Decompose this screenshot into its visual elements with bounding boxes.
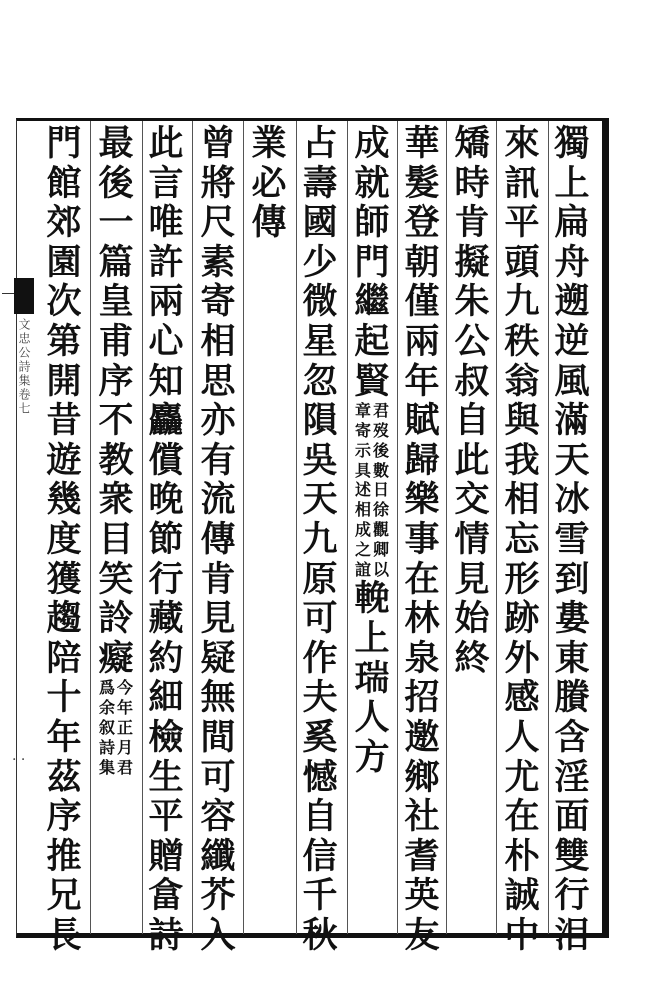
glyph: 素	[200, 241, 236, 283]
glyph: 衆	[98, 479, 134, 521]
column-rule	[548, 121, 549, 934]
glyph: 到	[554, 558, 590, 600]
glyph: 詅	[98, 598, 134, 640]
glyph: 麤	[148, 400, 184, 442]
glyph: 許	[148, 241, 184, 283]
glyph: 相	[504, 479, 540, 521]
glyph: 昔	[46, 400, 82, 442]
glyph: 兩	[404, 320, 440, 362]
glyph: 約	[148, 637, 184, 679]
glyph: 占	[302, 123, 338, 164]
glyph: 十	[46, 677, 82, 719]
glyph: 終	[454, 637, 490, 679]
text-column	[552, 123, 592, 956]
glyph: 贈	[148, 835, 184, 877]
glyph: 自	[302, 796, 338, 838]
glyph: 見	[200, 598, 236, 640]
column-rule	[142, 121, 143, 934]
margin-tick	[2, 293, 14, 294]
glyph: 幾	[46, 479, 82, 521]
glyph: 忽	[302, 360, 338, 402]
glyph: 行	[554, 875, 590, 917]
glyph: 肯	[200, 558, 236, 600]
glyph: 輓	[354, 578, 390, 620]
glyph: 起	[354, 320, 390, 362]
note-line: 章 寄 示 具 述 相 成 之 誼	[354, 401, 371, 579]
glyph: 婁	[554, 598, 590, 640]
text-column	[502, 123, 542, 956]
column-rule	[243, 121, 244, 934]
glyph: 公	[454, 320, 490, 362]
text-column	[249, 124, 289, 934]
glyph: 繼	[354, 281, 390, 323]
glyph: 叔	[454, 360, 490, 402]
glyph: 社	[404, 796, 440, 838]
glyph: 藏	[148, 598, 184, 640]
glyph: 序	[46, 796, 82, 838]
glyph: 雪	[554, 518, 590, 560]
glyph: 郊	[46, 202, 82, 244]
glyph: 擬	[454, 241, 490, 283]
glyph: 情	[454, 518, 490, 560]
glyph: 交	[454, 479, 490, 521]
glyph: 教	[98, 439, 134, 481]
glyph: 甫	[98, 320, 134, 362]
glyph: 目	[98, 518, 134, 560]
glyph: 九	[302, 518, 338, 560]
glyph: 泉	[404, 637, 440, 679]
glyph: 心	[148, 320, 184, 362]
glyph: 秩	[504, 320, 540, 362]
glyph: 始	[454, 598, 490, 640]
note-line: 今 年 正 月 君	[116, 678, 133, 777]
glyph: 自	[454, 400, 490, 442]
glyph: 千	[302, 875, 338, 917]
column-rule	[397, 121, 398, 934]
glyph: 舟	[554, 241, 590, 283]
glyph: 行	[148, 558, 184, 600]
glyph: 與	[504, 400, 540, 442]
glyph: 友	[404, 914, 440, 956]
glyph: 滿	[554, 400, 590, 442]
glyph: 來	[504, 123, 540, 164]
glyph: 感	[504, 677, 540, 719]
glyph: 次	[46, 281, 82, 323]
glyph: 隕	[302, 400, 338, 442]
glyph: 此	[148, 123, 184, 164]
glyph: 賦	[404, 400, 440, 442]
glyph: 吳	[302, 439, 338, 481]
glyph: 就	[354, 162, 390, 204]
glyph: 流	[200, 479, 236, 521]
glyph: 纖	[200, 835, 236, 877]
text-column	[146, 123, 186, 956]
glyph: 瑞	[354, 657, 390, 699]
glyph: 將	[200, 162, 236, 204]
text-column	[96, 124, 136, 934]
glyph: 忘	[504, 518, 540, 560]
glyph: 尺	[200, 202, 236, 244]
glyph: 耆	[404, 835, 440, 877]
column-rule	[296, 121, 297, 934]
glyph: 園	[46, 241, 82, 283]
glyph: 業	[251, 123, 287, 164]
glyph: 在	[404, 558, 440, 600]
glyph: 相	[200, 320, 236, 362]
glyph: 微	[302, 281, 338, 323]
glyph: 平	[504, 202, 540, 244]
glyph: 奚	[302, 716, 338, 758]
glyph: 知	[148, 360, 184, 402]
glyph: 在	[504, 796, 540, 838]
glyph: 無	[200, 677, 236, 719]
glyph: 傳	[251, 202, 287, 244]
glyph: 晚	[148, 479, 184, 521]
glyph: 師	[354, 202, 390, 244]
glyph: 序	[98, 360, 134, 402]
glyph: 面	[554, 796, 590, 838]
glyph: 僅	[404, 281, 440, 323]
glyph: 信	[302, 835, 338, 877]
glyph: 華	[404, 123, 440, 164]
glyph: 可	[200, 756, 236, 798]
column-rule	[496, 121, 497, 934]
glyph: 英	[404, 875, 440, 917]
glyph: 登	[404, 202, 440, 244]
glyph: 生	[148, 756, 184, 798]
glyph: 訊	[504, 162, 540, 204]
glyph: 有	[200, 439, 236, 481]
glyph: 茲	[46, 756, 82, 798]
glyph: 芥	[200, 875, 236, 917]
column-rule	[90, 121, 91, 934]
glyph: 長	[46, 914, 82, 956]
glyph: 遡	[554, 281, 590, 323]
glyph: 門	[46, 123, 82, 164]
glyph: 肯	[454, 202, 490, 244]
glyph: 林	[404, 598, 440, 640]
glyph: 誠	[504, 875, 540, 917]
note-line: 君 歿 後 數 日 徐 觀 卿 以	[372, 401, 389, 579]
interlinear-note	[354, 401, 390, 579]
glyph: 平	[148, 796, 184, 838]
note-line: 爲 余 叙 詩 集	[98, 678, 115, 777]
glyph: 獲	[46, 558, 82, 600]
glyph: 開	[46, 360, 82, 402]
glyph: 國	[302, 202, 338, 244]
column-rule	[347, 121, 348, 934]
glyph: 曾	[200, 123, 236, 164]
glyph: 風	[554, 360, 590, 402]
glyph: 檢	[148, 716, 184, 758]
glyph: 亦	[200, 400, 236, 442]
glyph: 矯	[454, 123, 490, 164]
glyph: 朴	[504, 835, 540, 877]
glyph: 畣	[148, 875, 184, 917]
glyph: 兩	[148, 281, 184, 323]
glyph: 天	[554, 439, 590, 481]
glyph: 思	[200, 360, 236, 402]
glyph: 中	[504, 914, 540, 956]
glyph: 必	[251, 162, 287, 204]
glyph: 可	[302, 598, 338, 640]
glyph: 含	[554, 716, 590, 758]
glyph: 時	[454, 162, 490, 204]
glyph: 憾	[302, 756, 338, 798]
interlinear-note	[98, 678, 134, 777]
glyph: 方	[354, 736, 390, 778]
glyph: 頭	[504, 241, 540, 283]
glyph: 九	[504, 281, 540, 323]
glyph: 間	[200, 716, 236, 758]
glyph: 後	[98, 162, 134, 204]
glyph: 人	[504, 716, 540, 758]
glyph: 年	[46, 716, 82, 758]
margin-dots: · ·	[12, 752, 26, 768]
glyph: 少	[302, 241, 338, 283]
glyph: 作	[302, 637, 338, 679]
glyph: 度	[46, 518, 82, 560]
glyph: 篇	[98, 241, 134, 283]
glyph: 東	[554, 637, 590, 679]
glyph: 兄	[46, 875, 82, 917]
fishtail-mark	[14, 278, 34, 314]
glyph: 朝	[404, 241, 440, 283]
glyph: 星	[302, 320, 338, 362]
glyph: 上	[554, 162, 590, 204]
glyph: 壽	[302, 162, 338, 204]
glyph: 館	[46, 162, 82, 204]
glyph: 詩	[148, 914, 184, 956]
glyph: 逆	[554, 320, 590, 362]
glyph: 原	[302, 558, 338, 600]
glyph: 招	[404, 677, 440, 719]
glyph: 成	[354, 123, 390, 164]
glyph: 鄉	[404, 756, 440, 798]
column-rule	[446, 121, 447, 934]
glyph: 泪	[554, 914, 590, 956]
text-column	[402, 123, 442, 956]
glyph: 夫	[302, 677, 338, 719]
glyph: 歸	[404, 439, 440, 481]
glyph: 跡	[504, 598, 540, 640]
glyph: 外	[504, 637, 540, 679]
glyph: 節	[148, 518, 184, 560]
glyph: 見	[454, 558, 490, 600]
glyph: 邀	[404, 716, 440, 758]
glyph: 樂	[404, 479, 440, 521]
glyph: 此	[454, 439, 490, 481]
glyph: 陪	[46, 637, 82, 679]
glyph: 獨	[554, 123, 590, 164]
glyph: 唯	[148, 202, 184, 244]
glyph: 笑	[98, 558, 134, 600]
glyph: 傳	[200, 518, 236, 560]
glyph: 朱	[454, 281, 490, 323]
glyph: 不	[98, 400, 134, 442]
glyph: 遊	[46, 439, 82, 481]
glyph: 雙	[554, 835, 590, 877]
glyph: 細	[148, 677, 184, 719]
glyph: 門	[354, 241, 390, 283]
glyph: 一	[98, 202, 134, 244]
glyph: 年	[404, 360, 440, 402]
text-column	[44, 123, 84, 956]
column-rule	[192, 121, 193, 934]
glyph: 事	[404, 518, 440, 560]
glyph: 上	[354, 617, 390, 659]
glyph: 扁	[554, 202, 590, 244]
glyph: 秋	[302, 914, 338, 956]
glyph: 償	[148, 439, 184, 481]
glyph: 翁	[504, 360, 540, 402]
text-column	[452, 124, 492, 934]
glyph: 淫	[554, 756, 590, 798]
glyph: 我	[504, 439, 540, 481]
glyph: 賢	[354, 360, 390, 402]
glyph: 言	[148, 162, 184, 204]
glyph: 尤	[504, 756, 540, 798]
text-column	[300, 123, 340, 956]
glyph: 趨	[46, 598, 82, 640]
text-column	[352, 124, 392, 934]
glyph: 天	[302, 479, 338, 521]
glyph: 皇	[98, 281, 134, 323]
text-column	[198, 123, 238, 956]
glyph: 推	[46, 835, 82, 877]
glyph: 容	[200, 796, 236, 838]
glyph: 最	[98, 123, 134, 164]
glyph: 賸	[554, 677, 590, 719]
glyph: 寄	[200, 281, 236, 323]
glyph: 入	[200, 914, 236, 956]
glyph: 癡	[98, 637, 134, 679]
margin-label: 文忠公詩集卷七	[17, 318, 31, 416]
glyph: 冰	[554, 479, 590, 521]
glyph: 人	[354, 697, 390, 739]
glyph: 疑	[200, 637, 236, 679]
glyph: 形	[504, 558, 540, 600]
glyph: 第	[46, 320, 82, 362]
glyph: 髮	[404, 162, 440, 204]
